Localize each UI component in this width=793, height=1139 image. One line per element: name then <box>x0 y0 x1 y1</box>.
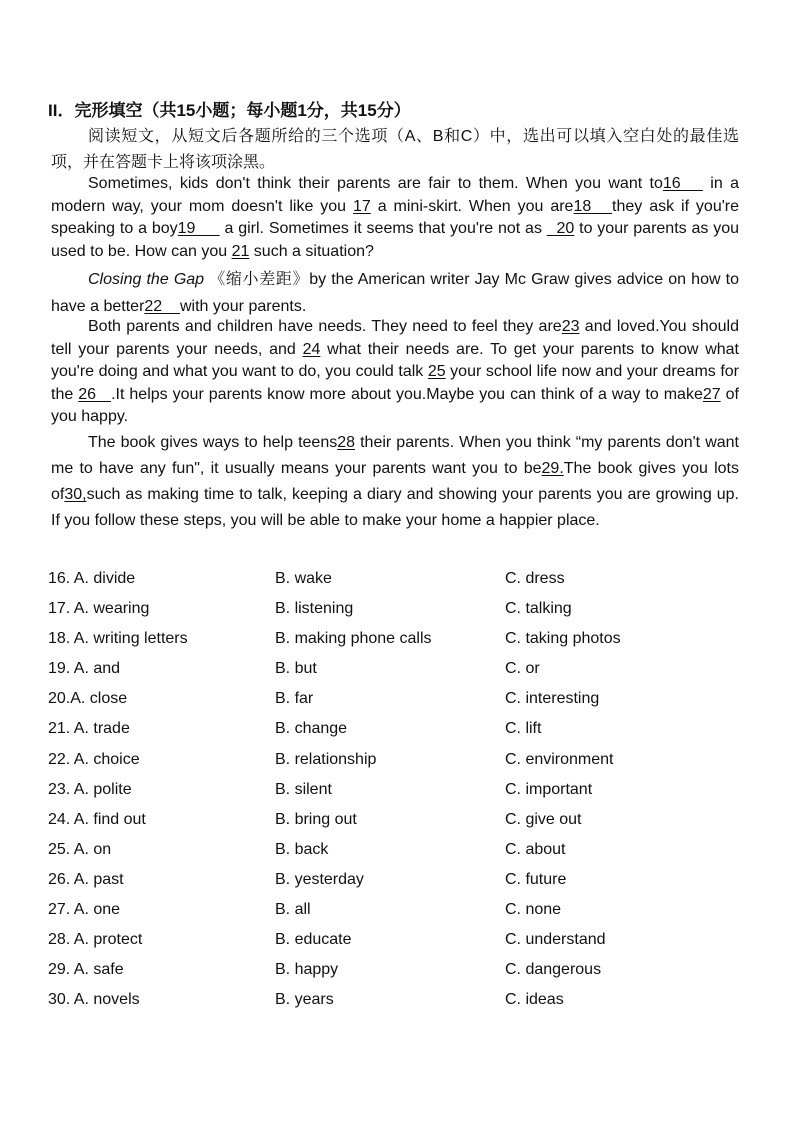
option-a: 23. A. polite <box>48 780 132 798</box>
blank-17: 17 <box>353 197 371 215</box>
paragraph-1 <box>51 173 739 263</box>
option-a: 16. A. divide <box>48 570 136 587</box>
question-row <box>48 929 748 959</box>
blank-26: 26 <box>78 385 112 403</box>
text: Both parents and children have needs. They need to feel they are <box>88 318 562 335</box>
option-b: B. listening <box>275 600 354 618</box>
text: such a situation? <box>249 242 374 260</box>
text: a girl. Sometimes it seems that you're not as <box>219 220 547 237</box>
option-a: 28. A. protect <box>48 931 143 949</box>
option-b: B. far <box>275 690 314 708</box>
option-c: C. lift <box>505 720 542 738</box>
text: .It helps your parents know more about you.Maybe you can think of a way to make <box>111 385 703 403</box>
question-row <box>48 839 748 869</box>
blank-25: 25 <box>427 363 446 380</box>
question-row <box>48 869 748 899</box>
option-b: B. back <box>275 840 329 858</box>
blank-28: 28 <box>337 434 356 451</box>
paragraph-4 <box>51 430 739 534</box>
blank-27: 27 <box>702 385 721 403</box>
blank-21: 21 <box>231 242 250 260</box>
section-title: II．完形填空（共15小题；每小题1分，共15分） <box>48 101 411 120</box>
blank-22: 22 <box>144 298 180 315</box>
option-a: 26. A. past <box>48 870 124 888</box>
text: and loved.You should tell your parents your needs, and <box>51 318 739 358</box>
option-c: C. environment <box>505 750 614 768</box>
blank-19: 19 <box>177 220 220 237</box>
option-b: B. silent <box>275 780 332 798</box>
paragraph-3 <box>51 316 739 429</box>
option-b: B. but <box>275 660 317 678</box>
text: to your parents as you used to be. How can you <box>51 220 740 260</box>
option-c: C. ideas <box>505 991 564 1009</box>
option-c: C. none <box>505 901 562 919</box>
option-b: B. bring out <box>275 810 357 828</box>
option-a: 20.A. close <box>48 690 128 708</box>
book-title: Closing the Gap <box>88 271 205 288</box>
paragraph-2 <box>51 266 739 320</box>
blank-30: 30, <box>64 486 87 503</box>
question-row <box>48 989 748 1019</box>
option-c: C. give out <box>505 810 582 828</box>
text: your school life now and your dreams for the <box>51 363 739 403</box>
option-b: B. change <box>275 720 348 738</box>
option-c: C. dangerous <box>505 961 602 979</box>
option-b: B. years <box>275 991 334 1009</box>
option-a: 21. A. trade <box>48 720 130 738</box>
text: they ask if you're speaking to a boy <box>51 197 740 237</box>
question-row <box>48 628 748 658</box>
option-b: B. all <box>275 901 311 919</box>
question-row <box>48 718 748 748</box>
option-b: B. relationship <box>275 750 377 768</box>
text: a mini-skirt. When you are <box>370 197 574 215</box>
option-a: 24. A. find out <box>48 810 146 828</box>
question-row <box>48 598 748 628</box>
option-b: B. happy <box>275 961 339 979</box>
blank-20: 20 <box>546 220 575 237</box>
question-row <box>48 749 748 779</box>
option-c: C. dress <box>505 570 565 587</box>
option-b: B. wake <box>275 570 332 587</box>
option-c: C. or <box>505 660 540 678</box>
option-c: C. taking photos <box>505 630 621 648</box>
text: in a modern way, your mom doesn't like you <box>51 175 740 215</box>
option-a: 29. A. safe <box>48 961 124 979</box>
text: such as making time to talk, keeping a diary and showing your parents you are growing up. If you follow these steps, you will be able to make your home a happier place. <box>51 486 739 529</box>
option-c: C. talking <box>505 600 572 618</box>
question-row <box>48 658 748 688</box>
blank-16: 16 <box>662 175 703 192</box>
question-row <box>48 568 748 598</box>
option-c: C. future <box>505 870 567 888</box>
question-options <box>48 568 748 1019</box>
question-row <box>48 688 748 718</box>
blank-24: 24 <box>302 340 321 358</box>
option-a: 17. A. wearing <box>48 600 150 618</box>
option-a: 25. A. on <box>48 840 112 858</box>
text: 《缩小差距》by the American writer Jay Mc Graw gives advice on how to have a better <box>51 271 739 315</box>
option-b: B. educate <box>275 931 352 949</box>
text: Sometimes, kids don't think their parents are fair to them. When you want to <box>88 175 663 192</box>
option-a: 19. A. and <box>48 660 121 678</box>
text: what their needs are. To get your parents to know what you're doing and what you want to do, you could talk <box>51 340 739 380</box>
blank-23: 23 <box>561 318 580 335</box>
option-c: C. about <box>505 840 566 858</box>
blank-18: 18 <box>573 197 613 215</box>
text: their parents. When you think “my parents don't want me to have any fun", it usually means your parents want you to be <box>51 434 739 477</box>
text: The book gives you lots of <box>51 460 740 503</box>
text: The book gives ways to help teens <box>88 434 338 451</box>
option-c: C. interesting <box>505 690 600 708</box>
option-a: 22. A. choice <box>48 750 140 768</box>
text: of you happy. <box>51 385 740 425</box>
instructions: 阅读短文，从短文后各题所给的三个选项（A、B和C）中，选出可以填入空白处的最佳选项，并在答题卡上将该项涂黑。 <box>51 128 739 171</box>
option-a: 30. A. novels <box>48 991 140 1009</box>
option-c: C. understand <box>505 931 606 949</box>
option-a: 27. A. one <box>48 901 121 919</box>
question-row <box>48 899 748 929</box>
option-c: C. important <box>505 780 593 798</box>
question-row <box>48 779 748 809</box>
option-b: B. yesterday <box>275 870 364 888</box>
question-row <box>48 959 748 989</box>
option-b: B. making phone calls <box>275 630 432 648</box>
text: with your parents. <box>179 298 307 315</box>
question-row <box>48 809 748 839</box>
option-a: 18. A. writing letters <box>48 630 188 648</box>
blank-29: 29. <box>541 460 564 477</box>
